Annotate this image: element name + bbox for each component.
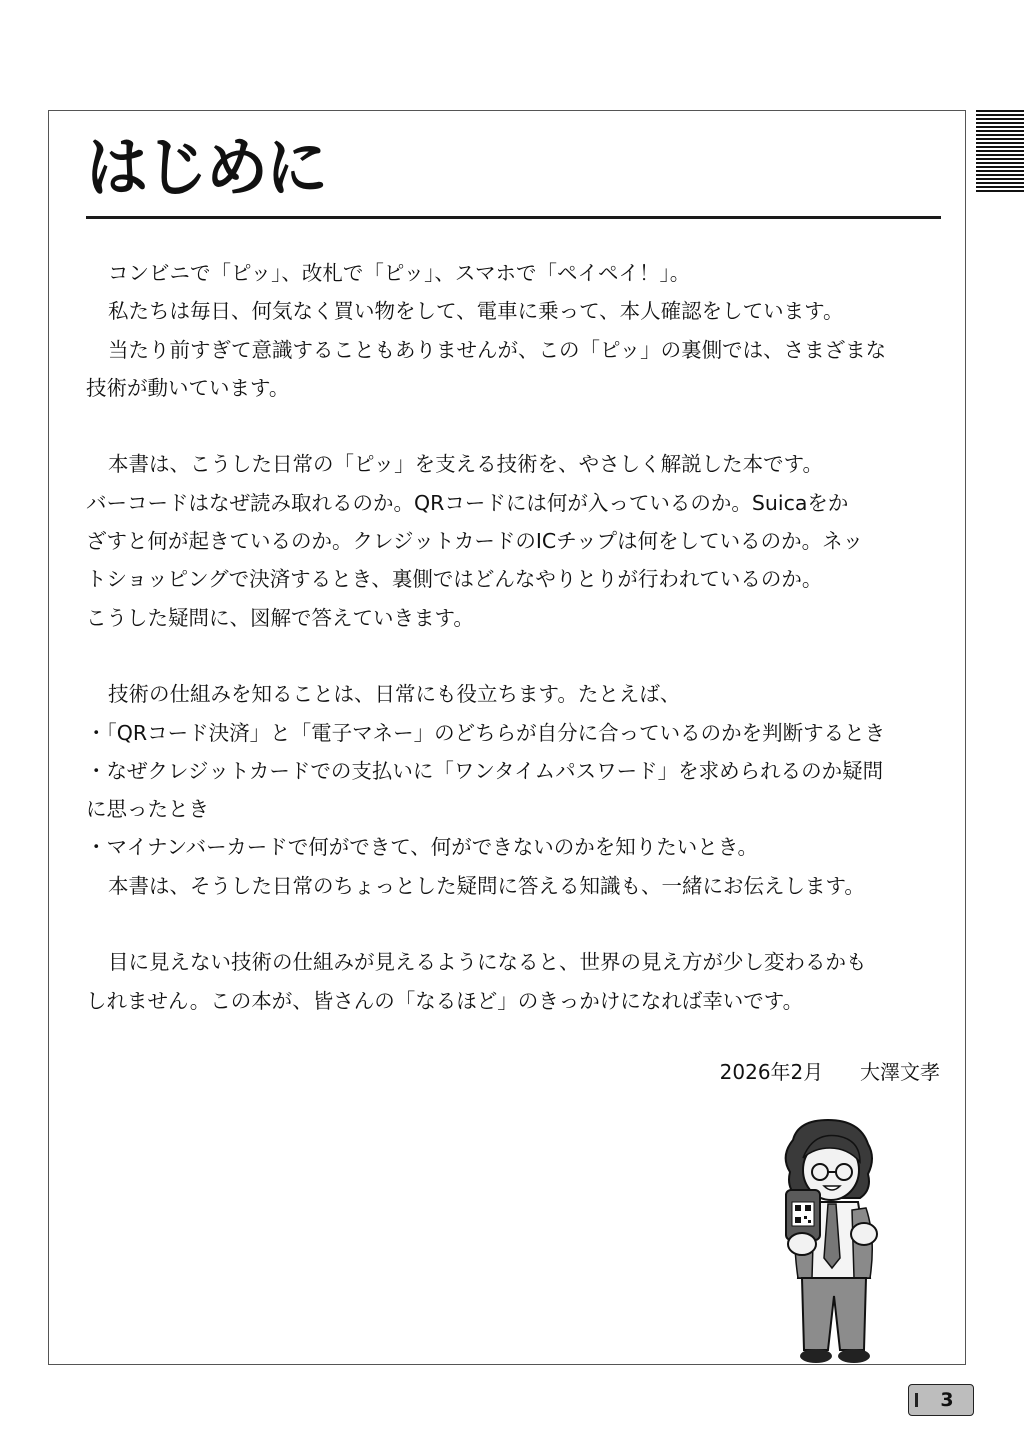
paragraph: 私たちは毎日、何気なく買い物をして、電車に乗って、本人確認をしています。 xyxy=(108,299,844,324)
paragraph: バーコードはなぜ読み取れるのか。QRコードには何が入っているのか。Suicaをか xyxy=(86,490,849,515)
paragraph: 技術の仕組みを知ることは、日常にも役立ちます。たとえば、 xyxy=(108,682,681,707)
paragraph: コンビニで「ピッ」、改札で「ピッ」、スマホで「ペイペイ！」。 xyxy=(108,261,691,285)
title-underline xyxy=(86,216,941,219)
page-number: 3 xyxy=(940,1389,954,1411)
paragraph: しれません。この本が、皆さんの「なるほど」のきっかけになれば幸いです。 xyxy=(86,988,804,1013)
signature xyxy=(720,1057,940,1087)
bullet-item: ・マイナンバーカードで何ができて、何ができないのかを知りたいとき。 xyxy=(86,835,758,860)
paragraph: 本書は、そうした日常のちょっとした疑問に答える知識も、一緒にお伝えします。 xyxy=(108,873,865,898)
paragraph: トショッピングで決済するとき、裏側ではどんなやりとりが行われているのか。 xyxy=(86,567,823,592)
paragraph: 本書は、こうした日常の「ピッ」を支える技術を、やさしく解説した本です。 xyxy=(108,452,824,477)
paragraph: 当たり前すぎて意識することもありませんが、この「ピッ」の裏側では、さまざまな xyxy=(108,337,887,362)
bullet-item: に思ったとき xyxy=(86,797,209,822)
paragraph: ざすと何が起きているのか。クレジットカードのICチップは何をしているのか。ネッ xyxy=(86,529,864,554)
paragraph: こうした疑問に、図解で答えていきます。 xyxy=(86,605,474,630)
page-number-badge xyxy=(908,1384,974,1416)
author-illustration-icon xyxy=(768,1118,898,1366)
bullet-item: ・「QRコード決済」と「電子マネー」のどちらが自分に合っているのかを判断するとき xyxy=(86,720,886,745)
signature-date: 2026年2月 xyxy=(719,1060,824,1084)
body-text xyxy=(86,254,946,1020)
paragraph: 技術が動いています。 xyxy=(86,375,290,400)
bullet-item: ・なぜクレジットカードでの支払いに「ワンタイムパスワード」を求められるのか疑問 xyxy=(86,758,884,783)
paragraph: 目に見えない技術の仕組みが見えるようになると、世界の見え方が少し変わるかも xyxy=(108,950,867,975)
edge-tab-marks xyxy=(976,110,1024,195)
signature-author: 大澤文孝 xyxy=(860,1060,940,1084)
page-title: はじめに xyxy=(86,129,327,206)
